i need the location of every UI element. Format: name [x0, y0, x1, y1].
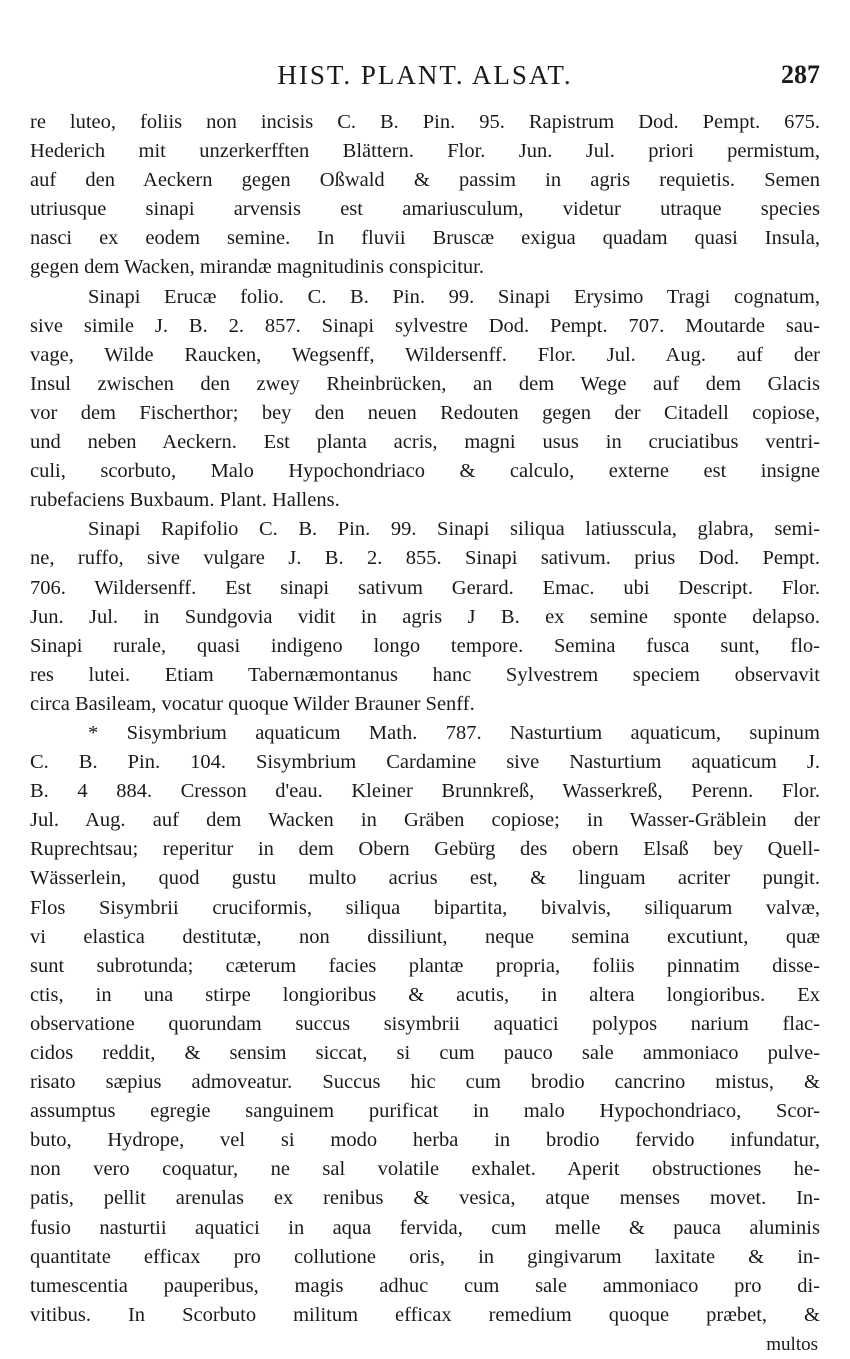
running-title: HIST. PLANT. ALSAT. [277, 60, 573, 90]
text-line: B. 4 884. Cresson d'eau. Kleiner Brunnkreß, Wasserkreß, Perenn. Flor. [30, 780, 820, 803]
text-line: Hederich mit unzerkerfften Blättern. Flor. Jun. Jul. priori permistum, [30, 140, 820, 163]
text-line: 706. Wildersenff. Est sinapi sativum Gerard. Emac. ubi Descript. Flor. [30, 576, 820, 599]
text-line: gegen dem Wacken, mirandæ magnitudinis conspicitur. [30, 256, 485, 279]
text-line: assumptus egregie sanguinem purificat in malo Hypochondriaco, Scor- [30, 1100, 820, 1123]
text-line: re luteo, foliis non incisis C. B. Pin. 95. Rapistrum Dod. Pempt. 675. [30, 111, 820, 133]
text-line: rubefaciens Buxbaum. Plant. Hallens. [30, 489, 340, 512]
text-line: buto, Hydrope, vel si modo herba in brodio fervido infundatur, [30, 1129, 820, 1152]
text-line: sunt subrotunda; cæterum facies plantæ propria, foliis pinnatim disse- [30, 954, 820, 977]
text-line: Jul. Aug. auf dem Wacken in Gräben copiose; in Wasser-Gräblein der [30, 809, 820, 832]
text-line: ne, ruffo, sive vulgare J. B. 2. 855. Sinapi sativum. prius Dod. Pempt. [30, 547, 820, 570]
text-line: culi, scorbuto, Malo Hypochondriaco & calculo, externe est insigne [30, 460, 820, 483]
text-line: Jun. Jul. in Sundgovia vidit in agris J B. ex semine sponte delapso. [30, 605, 820, 628]
text-line: quantitate efficax pro collutione oris, in gingivarum laxitate & in- [30, 1245, 820, 1268]
text-line: ctis, in una stirpe longioribus & acutis, in altera longioribus. Ex [30, 983, 820, 1006]
text-line: und neben Aeckern. Est planta acris, magni usus in cruciatibus ventri- [30, 431, 820, 454]
page-number: 287 [781, 60, 820, 89]
text-line: sive simile J. B. 2. 857. Sinapi sylvestre Dod. Pempt. 707. Moutarde sau- [30, 314, 820, 337]
text-line: tumescentia pauperibus, magis adhuc cum sale ammoniaco pro di- [30, 1274, 820, 1297]
text-line: vi elastica destitutæ, non dissiliunt, neque semina excutiunt, quæ [30, 925, 820, 948]
text-line: nasci ex eodem semine. In fluvii Bruscæ exigua quadam quasi Insula, [30, 227, 820, 250]
catchword: multos [766, 1333, 818, 1355]
page-header [30, 60, 820, 100]
text-line: Insul zwischen den zwey Rheinbrücken, an dem Wege auf dem Glacis [30, 372, 820, 395]
text-line: circa Basileam, vocatur quoque Wilder Brauner Senff. [30, 692, 475, 715]
text-line: res lutei. Etiam Tabernæmontanus hanc Sylvestrem speciem observavit [30, 663, 820, 686]
text-line: Sinapi rurale, quasi indigeno longo tempore. Semina fusca sunt, flo- [30, 634, 820, 657]
text-line: vage, Wilde Raucken, Wegsenff, Wildersenff. Flor. Jul. Aug. auf der [30, 343, 820, 366]
text-line: utriusque sinapi arvensis est amariusculum, videtur utraque species [30, 198, 820, 221]
text-line: fusio nasturtii aquatici in aqua fervida, cum melle & pauca aluminis [30, 1216, 820, 1239]
text-line: vitibus. In Scorbuto militum efficax remedium quoque præbet, & [30, 1303, 820, 1326]
text-line: vor dem Fischerthor; bey den neuen Redouten gegen der Citadell copiose, [30, 401, 820, 424]
text-line: Ruprechtsau; reperitur in dem Obern Gebürg des obern Elsaß bey Quell- [30, 838, 820, 861]
text-line: non vero coquatur, ne sal volatile exhalet. Aperit obstructiones he- [30, 1158, 820, 1181]
text-body [30, 108, 820, 1359]
text-line: Wässerlein, quod gustu multo acrius est, & linguam acriter pungit. [30, 867, 820, 890]
text-line: cidos reddit, & sensim siccat, si cum pauco sale ammoniaco pulve- [30, 1042, 820, 1064]
text-line: C. B. Pin. 104. Sisymbrium Cardamine sive Nasturtium aquaticum J. [30, 751, 820, 774]
text-line: Sinapi Erucæ folio. C. B. Pin. 99. Sinapi Erysimo Tragi cognatum, [88, 285, 820, 308]
text-line: risato sæpius admoveatur. Succus hic cum brodio cancrino mistus, & [30, 1071, 820, 1094]
text-line: patis, pellit arenulas ex renibus & vesica, atque menses movet. In- [30, 1187, 820, 1210]
text-line: Sinapi Rapifolio C. B. Pin. 99. Sinapi siliqua latiusscula, glabra, semi- [88, 518, 820, 541]
catchword-row [30, 1330, 820, 1359]
text-line: observatione quorundam succus sisymbrii aquatici polypos narium flac- [30, 1012, 820, 1035]
text-line: auf den Aeckern gegen Oßwald & passim in agris requietis. Semen [30, 169, 820, 192]
text-line: * Sisymbrium aquaticum Math. 787. Nasturtium aquaticum, supinum [88, 721, 820, 744]
text-line: Flos Sisymbrii cruciformis, siliqua bipartita, bivalvis, siliquarum valvæ, [30, 896, 820, 919]
